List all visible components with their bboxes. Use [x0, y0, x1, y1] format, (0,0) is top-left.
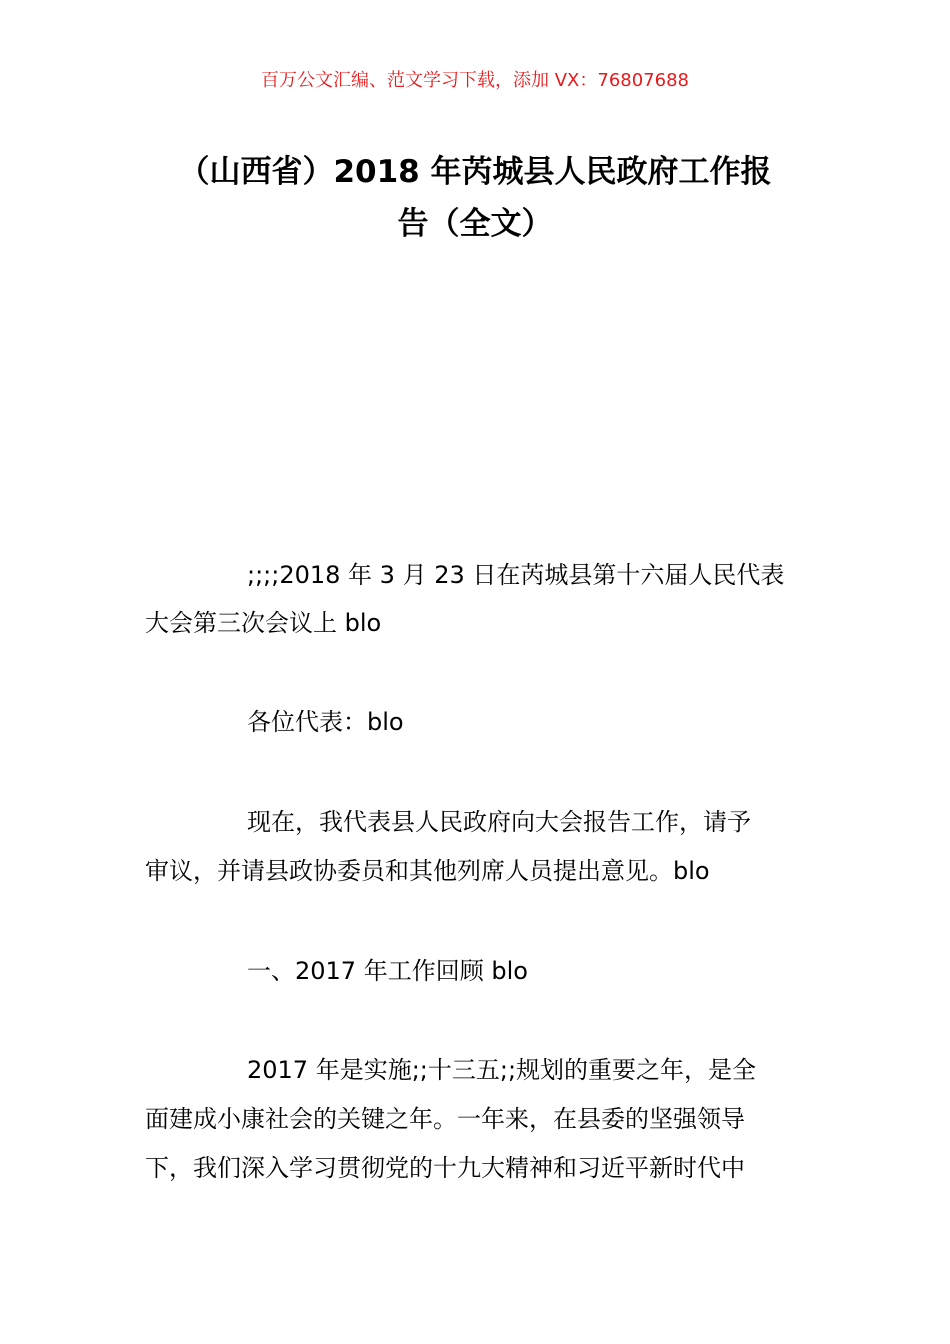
- paragraph-4-line-1: 一、2017 年工作回顾 blo: [247, 957, 528, 985]
- paragraph-5-line-2: 面建成小康社会的关键之年。一年来，在县委的坚强领导: [145, 1105, 745, 1133]
- title-line-2: 告（全文）: [397, 206, 553, 242]
- paragraph-2-line-1: 各位代表：blo: [247, 708, 404, 736]
- header-note: 百万公文汇编、范文学习下载，添加 VX：76807688: [261, 70, 689, 91]
- paragraph-3-line-2: 审议，并请县政协委员和其他列席人员提出意见。blo: [145, 857, 710, 885]
- paragraph-5-line-3: 下，我们深入学习贯彻党的十九大精神和习近平新时代中: [145, 1154, 745, 1182]
- document-title: [145, 146, 805, 250]
- paragraph-3-line-1: 现在，我代表县人民政府向大会报告工作，请予: [247, 808, 751, 836]
- paragraph-5-line-1: 2017 年是实施;;十三五;;规划的重要之年，是全: [247, 1056, 757, 1084]
- title-line-1: （山西省）2018 年芮城县人民政府工作报: [178, 154, 772, 190]
- paragraph-1-line-2: 大会第三次会议上 blo: [145, 609, 382, 637]
- paragraph-1-line-1: ;;;;2018 年 3 月 23 日在芮城县第十六届人民代表: [247, 561, 785, 589]
